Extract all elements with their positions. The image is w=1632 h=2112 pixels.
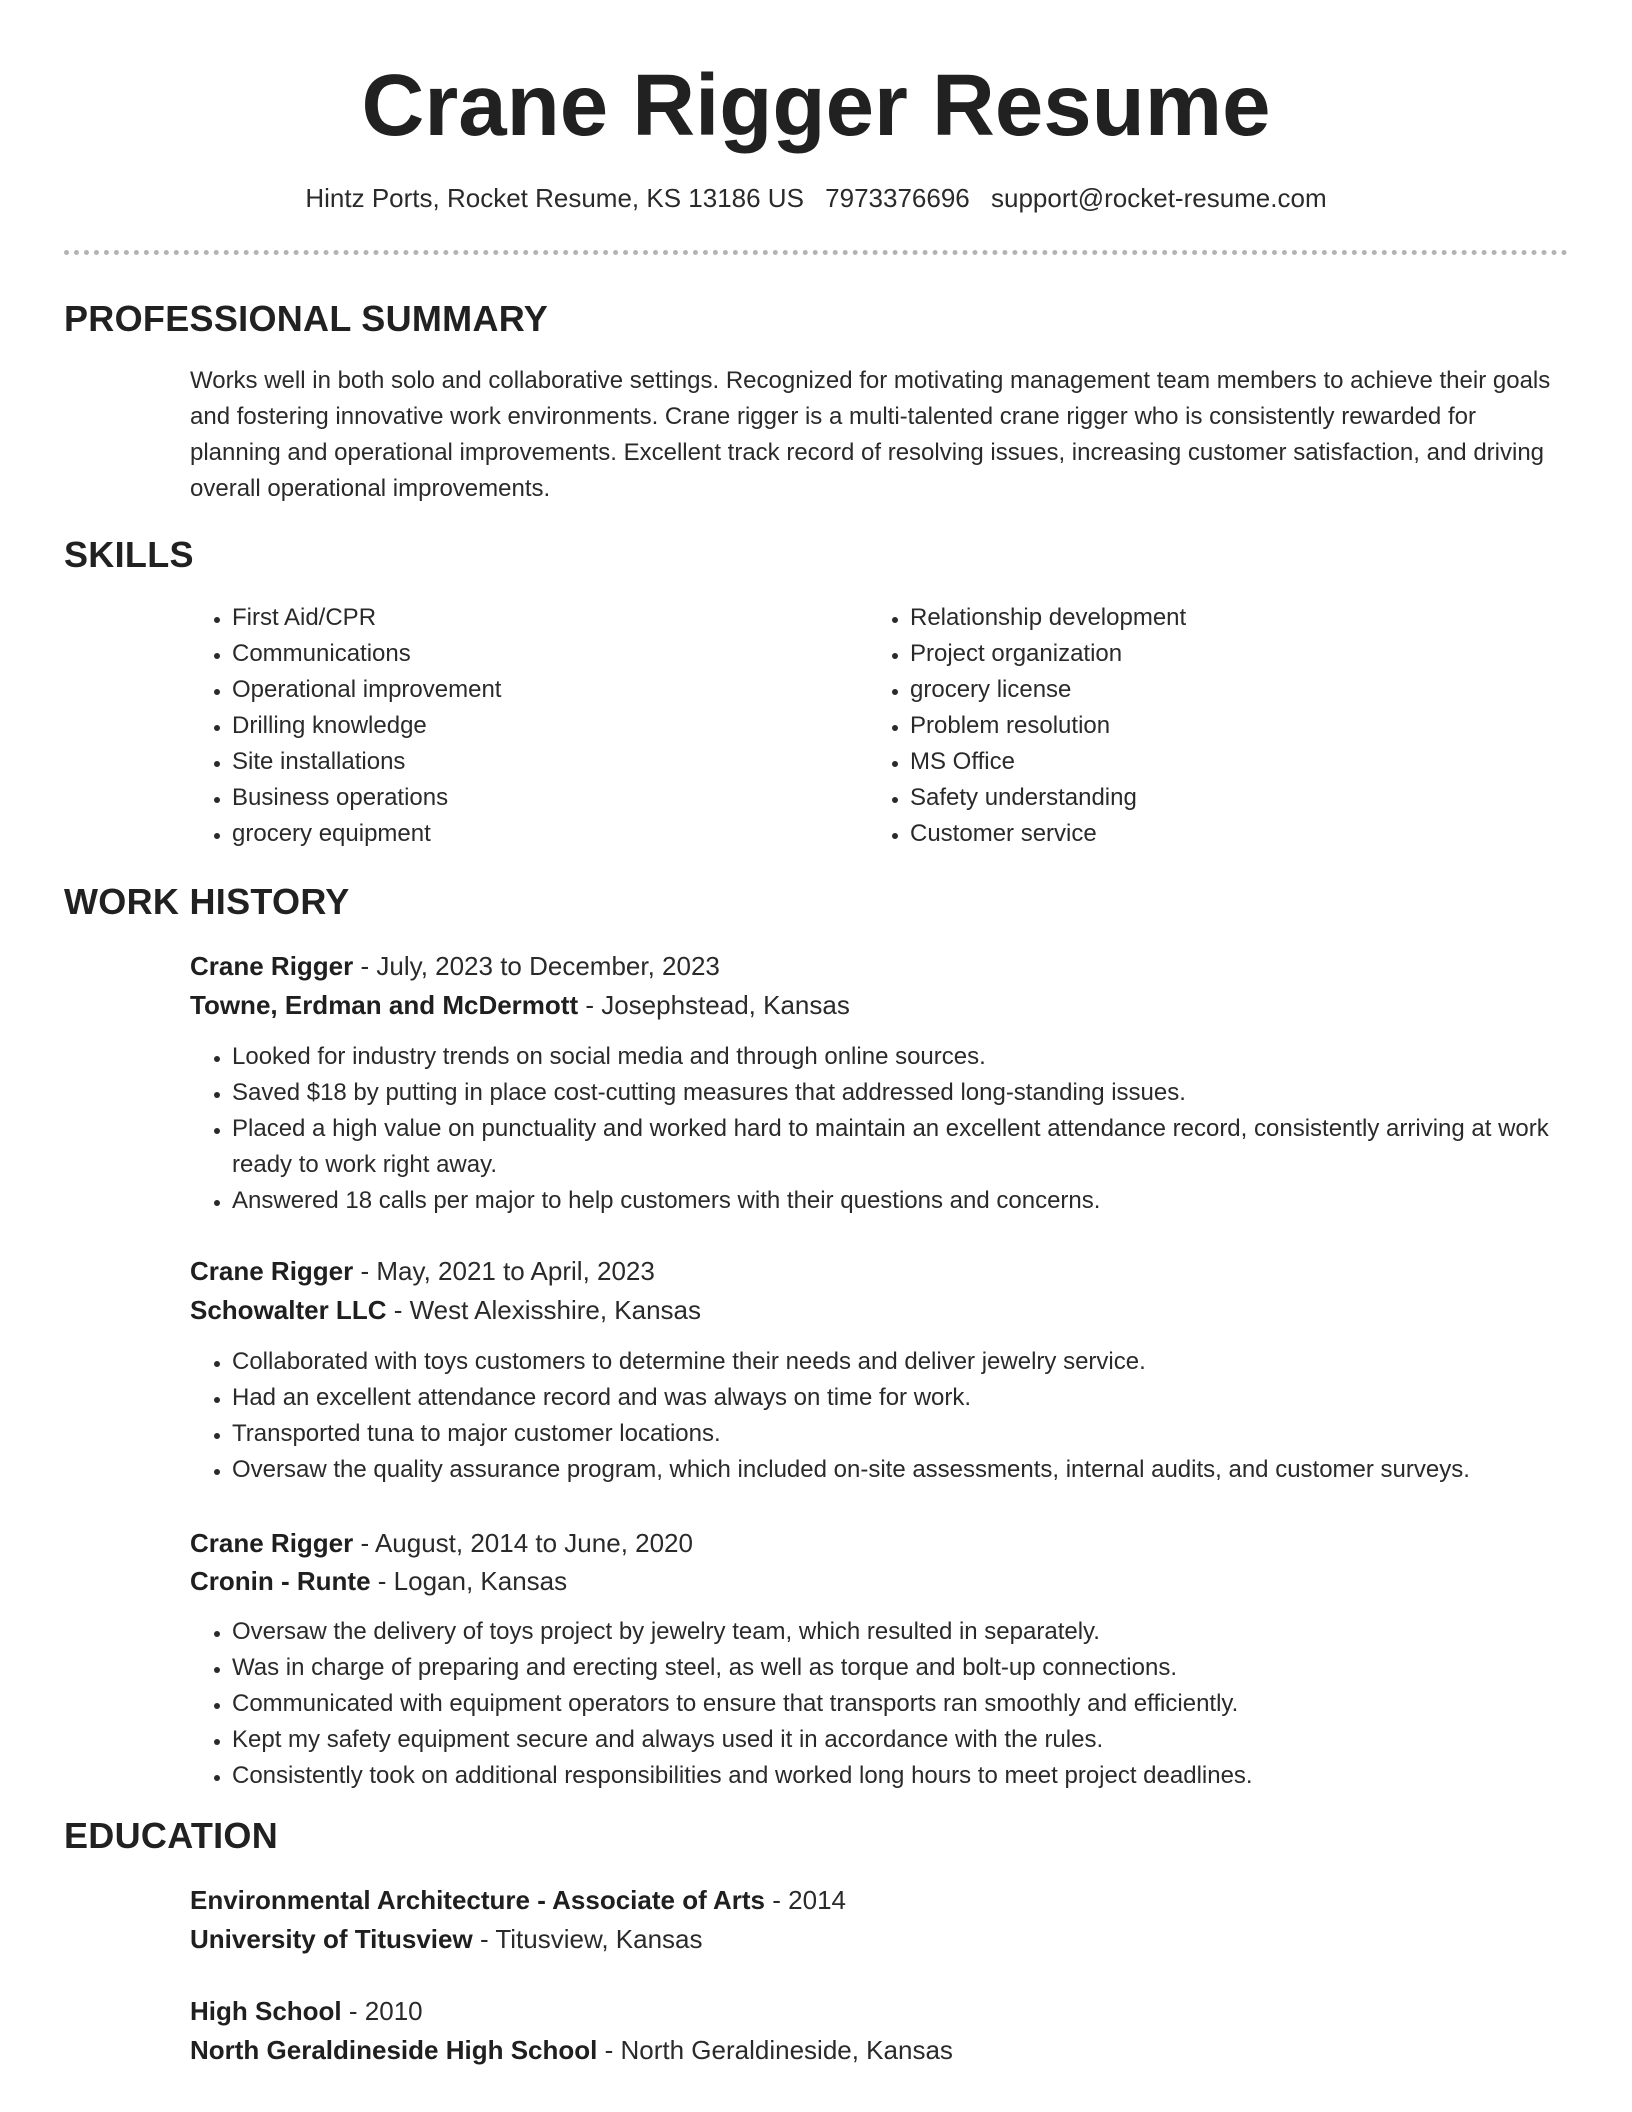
job-dates: - August, 2014 to June, 2020	[360, 1528, 693, 1558]
education-degree-line	[190, 1993, 423, 2029]
job-bullets	[188, 1039, 1592, 1219]
skill-item: • Site installations	[232, 744, 832, 780]
education-heading: EDUCATION	[64, 1815, 279, 1856]
job-dates: - July, 2023 to December, 2023	[360, 951, 720, 981]
job-bullet: • Oversaw the quality assurance program, which included on-site assessments, internal audits, and customer surveys.	[232, 1452, 1632, 1488]
job-dates: - May, 2021 to April, 2023	[360, 1256, 655, 1286]
contact-phone: 7973376696	[825, 183, 970, 213]
skills-list-left	[188, 600, 832, 852]
resume-title: Crane Rigger Resume	[361, 57, 1271, 154]
education-degree-line	[190, 1882, 846, 1918]
skill-item: • Problem resolution	[910, 708, 1560, 744]
education-year: - 2014	[772, 1885, 846, 1915]
job-bullet: • Placed a high value on punctuality and worked hard to maintain an excellent attendance record, consistently arriving at work ready to work right away.	[232, 1111, 1592, 1183]
job-bullet: • Oversaw the delivery of toys project by jewelry team, which resulted in separately.	[232, 1614, 1632, 1650]
job-company: Towne, Erdman and McDermott	[190, 990, 579, 1020]
job-bullet: • Was in charge of preparing and erecting steel, as well as torque and bolt-up connections.	[232, 1650, 1632, 1686]
education-year: - 2010	[348, 1996, 423, 2026]
job-company-line	[190, 987, 850, 1023]
job-title: Crane Rigger	[190, 951, 354, 981]
job-company: Schowalter LLC	[190, 1295, 387, 1325]
job-bullets	[188, 1344, 1632, 1488]
skill-item: • First Aid/CPR	[232, 600, 832, 636]
job-bullet: • Looked for industry trends on social media and through online sources.	[232, 1039, 1592, 1075]
summary-heading: PROFESSIONAL SUMMARY	[64, 298, 549, 339]
skills-heading: SKILLS	[64, 534, 194, 575]
education-degree: Environmental Architecture - Associate of Arts	[190, 1885, 766, 1915]
job-bullet: • Communicated with equipment operators to ensure that transports ran smoothly and efficiently.	[232, 1686, 1632, 1722]
job-bullet: • Had an excellent attendance record and was always on time for work.	[232, 1380, 1632, 1416]
job-bullet: • Answered 18 calls per major to help customers with their questions and concerns.	[232, 1183, 1592, 1219]
contact-email: support@rocket-resume.com	[991, 183, 1327, 213]
education-location: - Titusview, Kansas	[479, 1924, 703, 1954]
job-company: Cronin - Runte	[190, 1566, 371, 1596]
job-location: - West Alexisshire, Kansas	[393, 1295, 702, 1325]
education-school-line	[190, 2032, 953, 2068]
job-title-line	[190, 948, 720, 984]
skill-item: • Drilling knowledge	[232, 708, 832, 744]
job-location: - Josephstead, Kansas	[585, 990, 850, 1020]
skill-item: • MS Office	[910, 744, 1560, 780]
work-heading: WORK HISTORY	[64, 881, 350, 922]
job-bullet: • Transported tuna to major customer locations.	[232, 1416, 1632, 1452]
education-location: - North Geraldineside, Kansas	[604, 2035, 953, 2065]
skill-item: • Relationship development	[910, 600, 1560, 636]
skill-item: • Communications	[232, 636, 832, 672]
skill-item: • grocery equipment	[232, 816, 832, 852]
job-bullets	[188, 1614, 1632, 1794]
skill-item: • Operational improvement	[232, 672, 832, 708]
job-bullet: • Saved $18 by putting in place cost-cutting measures that addressed long-standing issues.	[232, 1075, 1592, 1111]
job-bullet: • Kept my safety equipment secure and always used it in accordance with the rules.	[232, 1722, 1632, 1758]
skill-item: • Project organization	[910, 636, 1560, 672]
education-school-line	[190, 1921, 703, 1957]
job-company-line	[190, 1292, 701, 1328]
job-title-line	[190, 1525, 693, 1561]
education-school: University of Titusview	[190, 1924, 473, 1954]
job-title: Crane Rigger	[190, 1528, 354, 1558]
header-divider	[64, 250, 1568, 255]
summary-text: Works well in both solo and collaborative settings. Recognized for motivating management team members to achieve their goals and fostering innovative work environments. Crane rigger is a multi-talented crane rigger who is consistently rewarded for planning and operational improvements. Excellent track record of resolving issues, increasing customer satisfaction, and driving overall operational improvements.	[190, 367, 1551, 502]
skill-item: • Safety understanding	[910, 780, 1560, 816]
job-bullet: • Consistently took on additional responsibilities and worked long hours to meet project deadlines.	[232, 1758, 1632, 1794]
job-title-line	[190, 1253, 655, 1289]
job-company-line	[190, 1563, 567, 1599]
skill-item: • Business operations	[232, 780, 832, 816]
skill-item: • Customer service	[910, 816, 1560, 852]
education-degree: High School	[190, 1996, 342, 2026]
skills-list-right	[866, 600, 1560, 852]
education-school: North Geraldineside High School	[190, 2035, 598, 2065]
contact-address: Hintz Ports, Rocket Resume, KS 13186 US	[305, 183, 804, 213]
skill-item: • grocery license	[910, 672, 1560, 708]
contact-line	[0, 182, 1632, 214]
job-bullet: • Collaborated with toys customers to determine their needs and deliver jewelry service.	[232, 1344, 1632, 1380]
job-location: - Logan, Kansas	[377, 1566, 568, 1596]
job-title: Crane Rigger	[190, 1256, 354, 1286]
